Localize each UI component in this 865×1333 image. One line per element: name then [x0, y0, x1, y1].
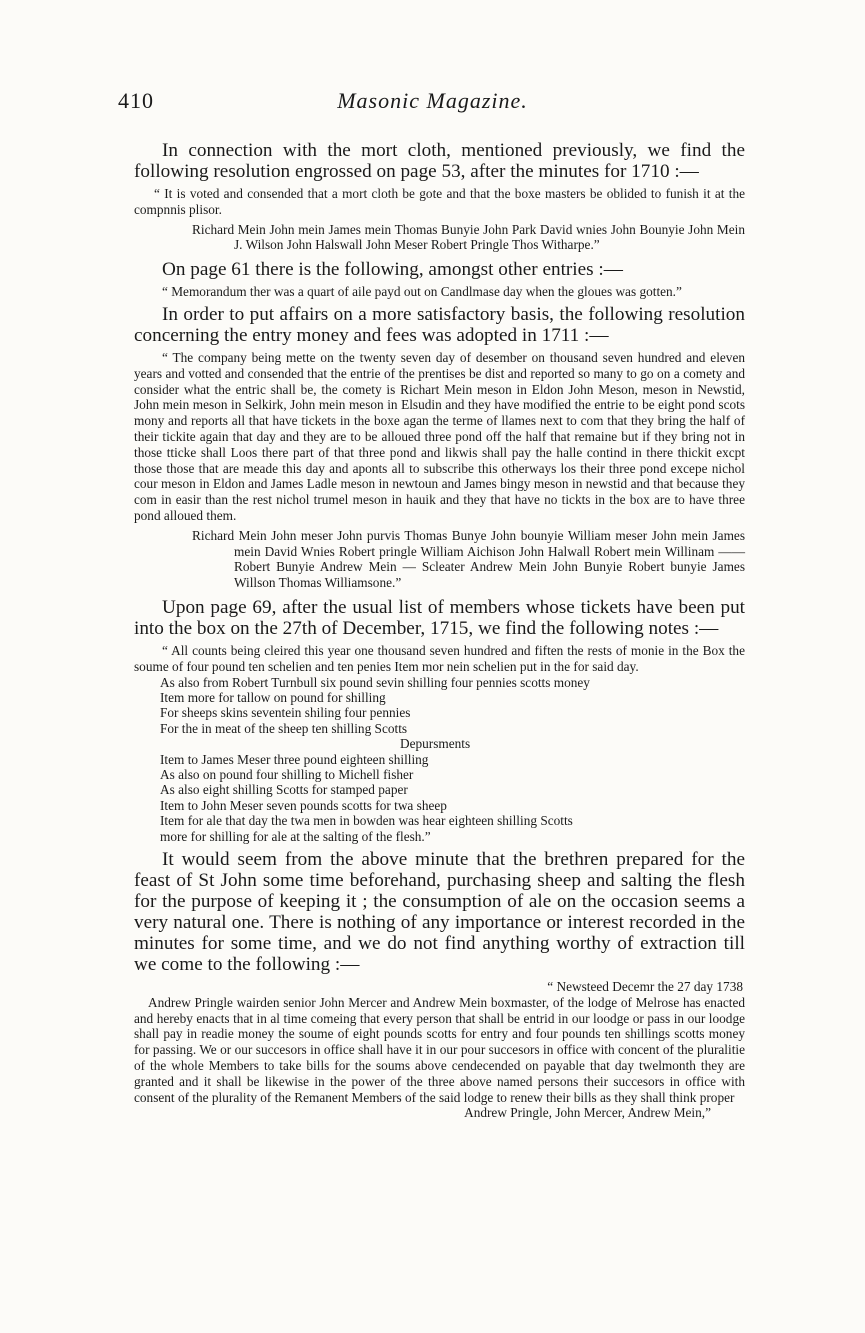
list-heading-depursments: Depursments — [400, 736, 471, 752]
quote-lodge-melrose: Andrew Pringle wairden senior John Mercer and Andrew Mein boxmaster, of the lodge of Melrose has enacted and hereby enacts that in al time comeing that every person that shall be entrid in our loodge or pass in our loodge shall pay in readie money the soume of eight pounds scotts for entry and four pounds ten shillings scotts money for passing. We or our succesors in office shall have it in our pour succesors in office with concent of the pluralitie of the whole Members to take bills for the soums above cendecended on payable that day twelmonth they are granted and it shall be likewise in the power of the three above named persons their succesors in office with consent of the plurality of the Remanent Members of the said lodge to renew their bills as they shall think proper — [134, 994, 745, 1105]
accounts-list — [134, 675, 745, 844]
quote-signatures: Andrew Pringle, John Mercer, Andrew Mein,” — [464, 1105, 711, 1121]
paragraph-page-61: On page 61 there is the following, amongst other entries :— — [162, 259, 623, 281]
paragraph-mort-cloth: In connection with the mort cloth, mentioned previously, we find the following resolution engrossed on page 53, after the minutes for 1710 :— — [134, 140, 745, 182]
list-item: Item to John Meser seven pounds scotts for twa sheep — [160, 797, 447, 813]
list-item: For the in meat of the sheep ten shilling Scotts — [160, 720, 408, 736]
list-item: Item for ale that day the twa men in bowden was hear eighteen shilling Scotts — [160, 813, 573, 829]
paragraph-resolution-1711: In order to put affairs on a more satisfactory basis, the following resolution concerning the entry money and fees was adopted in 1711 :— — [134, 303, 745, 346]
list-item: As also eight shilling Scotts for stamped paper — [160, 782, 408, 798]
article-body — [134, 140, 745, 1121]
quote-resolution-1711: “ The company being mette on the twenty seven day of desember on thousand seven hundred and eleven years and votted and consended that the entrie of the prentises be dist and reported so many to go on a comety and consider what the entric shall be, the comety is Richart Mein meson in Eldon John Meson, meson in Newstid, John mein meson in Selkirk, John mein meson in Elsudin and they have modified the entrie to be eight pond scots mony and reports all that have tickets in the boxe agan the terme of llames next to com that they bring the half of their tickite again that day and they are to be alloued three pond off the half that remaine but if they bring not in those tticke shall Loos there part of that three pond and likwis shall pay the halle contind in there thickit excpt those those that are meade this day and aponts all to subscribe this otherways los their three pond excepe nichol cour meson in Eldon and James Ladle meson in newtoun and James bingy meson in newstid and that because they com in easir than the rest nichol trumel meson in hauik and they that have no tickts in the box are to have three pond alloued them. — [134, 349, 745, 523]
page-header — [0, 88, 865, 120]
quote-mort-cloth-names: Richard Mein John mein James mein Thomas Bunyie John Park David wnies John Bounyie John Mein J. Wilson John Halswall John Meser Robert Pringle Thos Witharpe.” — [192, 221, 745, 253]
list-item: more for shilling for ale at the salting of the flesh.” — [160, 828, 431, 844]
list-item: As also on pound four shilling to Michell fisher — [160, 766, 414, 782]
quote-accounts-1715: “ All counts being cleired this year one thousand seven hundred and fiften the rests of monie in the Box the soume of four pound ten schelien and ten penies Item mor nein schelien put in the for said day. — [134, 642, 745, 674]
list-item: Item more for tallow on pound for shilling — [160, 689, 386, 705]
paragraph-page-69: Upon page 69, after the usual list of members whose tickets have been put into the box on the 27th of December, 1715, we find the following notes :— — [134, 596, 745, 639]
page-number: 410 — [118, 88, 154, 113]
running-title: Masonic Magazine. — [337, 88, 528, 113]
paragraph-feast-st-john: It would seem from the above minute that the brethren prepared for the feast of St John some time beforehand, purchasing sheep and salting the flesh for the purpose of keeping it ; the consumption of ale on the occasion seems a very natural one. There is nothing of any importance or interest recorded in the minutes for some time, and we do not find anything worthy of extraction till we come to the following :— — [134, 849, 745, 975]
list-item: Item to James Meser three pound eighteen shilling — [160, 751, 429, 767]
quote-memorandum: “ Memorandum ther was a quart of aile payd out on Candlmase day when the gloues was gotten.” — [162, 284, 682, 300]
quote-mort-cloth: “ It is voted and consended that a mort cloth be gote and that the boxe masters be oblided to funish it at the compnnis plisor. — [134, 186, 745, 217]
quote-dateline: “ Newsteed Decemr the 27 day 1738 — [547, 979, 743, 994]
list-item: For sheeps skins seventein shiling four pennies — [160, 705, 411, 721]
list-item: As also from Robert Turnbull six pound sevin shilling four pennies scotts money — [160, 674, 590, 690]
quote-resolution-names: Richard Mein John meser John purvis Thomas Bunye John bounyie William meser John mein James mein David Wnies Robert pringle William Aichison John Halwall Robert mein Willinam —— Robert Bunyie Andrew Mein — Scleater Andrew Mein John Bunyie Robert bunyie James Willson Thomas Williamsone.” — [192, 527, 745, 591]
